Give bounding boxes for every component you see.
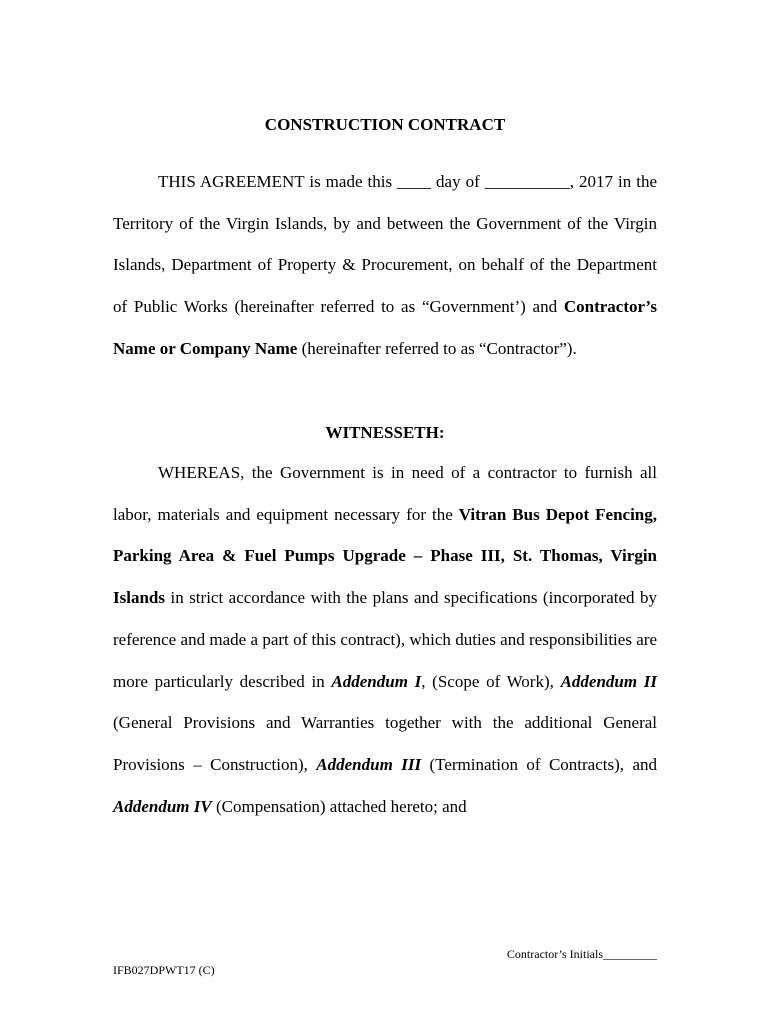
whereas-text-6: (Compensation) attached hereto; and bbox=[211, 796, 467, 816]
addendum-4: Addendum IV bbox=[113, 796, 212, 816]
whereas-text-5: (Termination of Contracts), and bbox=[421, 754, 657, 774]
intro-text-1: THIS AGREEMENT is made this ____ day of __________, 2017 in the Territory of the Virgin Islands, by and between the Government of the Virgin Islands, Department of Property & Procurement, on behalf of the Department of Public Works (hereinafter referred to as “Government’) and bbox=[113, 172, 657, 317]
project-name: Vitran Bus Depot Fencing, Parking Area & Fuel Pumps Upgrade – Phase III, St. Thomas, Virgin Islands bbox=[113, 504, 657, 608]
contractor-initials: Contractor’s Initials_________ bbox=[506, 947, 657, 961]
whereas-text-1: WHEREAS, the Government is in need of a contractor to furnish all labor, materials and equipment necessary for the bbox=[113, 463, 657, 524]
whereas-text-3: , (Scope of Work), bbox=[421, 671, 561, 691]
contractor-name-placeholder: Contractor’s Name or Company Name bbox=[113, 297, 657, 358]
witnesseth-heading: WITNESSETH: bbox=[325, 423, 445, 442]
intro-paragraph bbox=[113, 161, 657, 370]
addendum-3: Addendum III bbox=[316, 754, 422, 774]
addendum-2: Addendum II bbox=[560, 671, 657, 691]
whereas-text-4: (General Provisions and Warranties together with the additional General Provisions – Construction), bbox=[113, 713, 657, 774]
whereas-text-2: in strict accordance with the plans and specifications (incorporated by reference and made a part of this contract), which duties and responsibilities are more particularly described in bbox=[113, 588, 657, 691]
intro-text-2: (hereinafter referred to as “Contractor”). bbox=[297, 338, 577, 358]
document-title: CONSTRUCTION CONTRACT bbox=[264, 115, 506, 134]
whereas-paragraph bbox=[113, 452, 657, 827]
document-code: IFB027DPWT17 (C) bbox=[113, 963, 215, 977]
addendum-1: Addendum I bbox=[331, 671, 422, 691]
